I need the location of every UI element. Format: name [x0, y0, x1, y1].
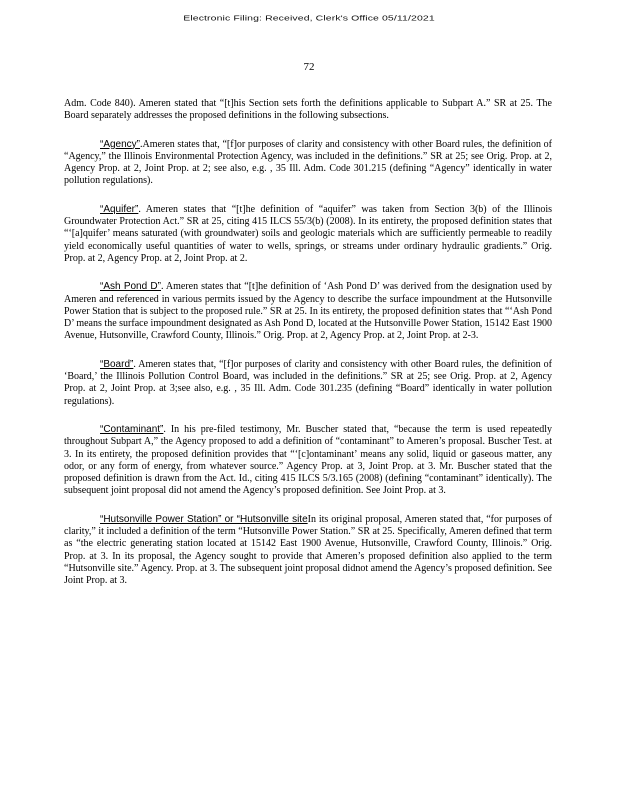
definition-agency [64, 139, 552, 188]
definition-contaminant [64, 424, 552, 498]
definition-ash-pond-d [64, 281, 552, 342]
paragraph-text: Adm. Code 840). Ameren stated that “[t]his Section sets forth the definitions applicable to Subpart A.” SR at 25. The Board separately addresses the proposed definitions in the following subsections. [64, 98, 552, 122]
defined-term: “Agency” [100, 138, 141, 150]
definition-hutsonville-power-station [64, 514, 552, 588]
page-number: 72 [303, 61, 315, 73]
definition-text: . In his pre-filed testimony, Mr. Buscher stated that, “because the term is used repeatedly throughout Subpart A,” the Agency proposed to add a definition of “contaminant” to Ameren’s proposal. Buscher Test. at 3. In its entirety, the proposed definition provides that “‘[c]ontaminant’ means any solid, liquid or gaseous matter, any odor, or any form of energy, from whatever source.” Agency Prop. at 3, Joint Prop. at 3. Mr. Buscher stated that the proposed definition is drawn from the Act. Id., citing 415 ILCS 5/3.165 (2008) (defining “contaminant” identically). The subsequent joint proposal did not amend the Agency’s proposed definition. See Joint Prop. at 3. [64, 423, 552, 497]
definition-text: . Ameren states that, “[f]or purposes of clarity and consistency with other Board rules, the definition of ‘Board,’ the Illinois Pollution Control Board, was included in the definitions.” SR at 25; see Orig. Prop. at 2, Agency Prop. at 2, Joint Prop. at 3;see also, e.g. , 35 Ill. Adm. Code 301.235 (defining “Board” identically in water pollution regulations). [64, 358, 552, 407]
filing-stamp-header: Electronic Filing: Received, Clerk's Office 05/11/2021 [183, 14, 435, 23]
definition-aquifer [64, 204, 552, 265]
paragraph-intro [64, 98, 552, 123]
definition-text: In its original proposal, Ameren stated that, “for purposes of clarity,” it included a definition of the term “Hutsonville Power Station.” SR at 25. Specifically, Ameren defined that term as “the electric generating station located at 15142 East 1900 Avenue, Hutsonville, Crawford County, Illinois.” Orig. Prop. at 3. In its proposal, the Agency sought to provide that Ameren’s proposed definition also applied to the term “Hutsonville site.” Agency. Prop. at 3. The subsequent joint proposal didnot amend the Agency’s proposed definition. See Joint Prop. at 3. [64, 513, 553, 587]
definition-board [64, 359, 552, 408]
defined-term: “Contaminant” [100, 423, 164, 435]
defined-term: “Hutsonville Power Station” or “Hutsonville site [100, 513, 308, 525]
defined-term: “Aquifer” [100, 203, 139, 215]
defined-term: “Ash Pond D” [100, 281, 161, 293]
definition-text: . Ameren states that “[t]he definition of ‘Ash Pond D’ was derived from the designation used by Ameren and referenced in various permits issued by the Agency to describe the surface impoundment at the Hutsonville Power Station that is subject to the proposed rule.” SR at 25. In its entirety, the proposed definition states that “‘Ash Pond D’ means the surface impoundment designated as Ash Pond D, located at the Hutsonville Power Station, 15142 East 1900 Avenue, Hutsonville, Crawford County, Illinois.” Orig. Prop. at 2, Agency Prop. at 2, Joint Prop. at 2-3. [64, 281, 552, 342]
definition-text: .Ameren states that, “[f]or purposes of clarity and consistency with other Board rules, the definition of “Agency,” the Illinois Environmental Protection Agency, was included in the definitions.” SR at 25; see Orig. Prop. at 2, Agency Prop. at 2, Joint Prop. at 2; see also, e.g. , 35 Ill. Adm. Code 301.215 (defining “Agency” identically in water pollution regulations). [64, 138, 552, 187]
document-body [64, 98, 552, 604]
definition-text: . Ameren states that “[t]he definition of “aquifer” was taken from Section 3(b) of the Illinois Groundwater Protection Act.” SR at 25, citing 415 ILCS 55/3(b) (2008). In its entirety, the proposed definition states that “‘[a]quifer’ means saturated (with groundwater) soils and geologic materials which are sufficiently permeable to readily yield economically useful quantities of water to wells, springs, or streams under ordinary hydraulic gradients.” Orig. Prop. at 2, Agency Prop. at 2, Joint Prop. at 2. [64, 203, 552, 264]
defined-term: “Board” [100, 358, 134, 370]
